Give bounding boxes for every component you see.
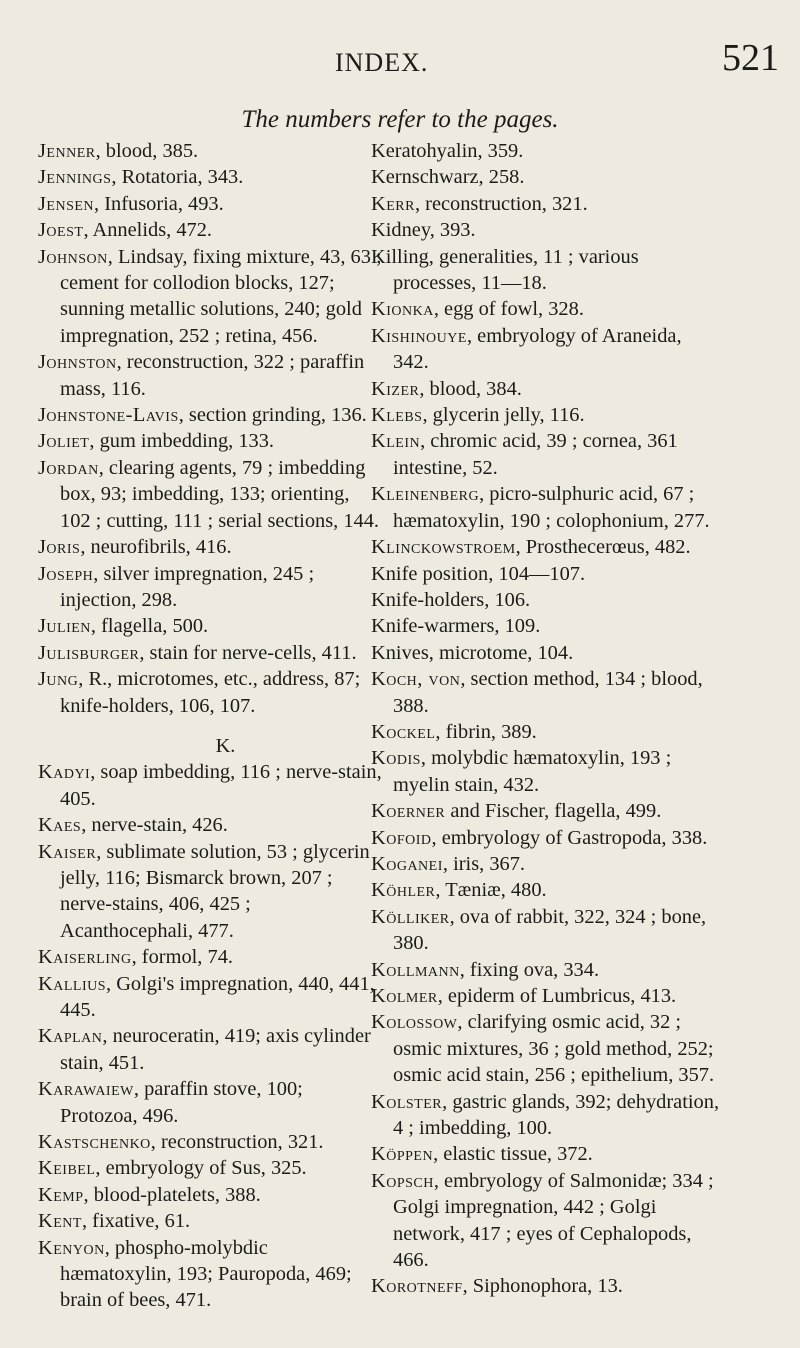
entry-author: Kadyi [38, 761, 91, 784]
index-entry [371, 534, 721, 560]
index-entry [371, 745, 721, 798]
index-entry [371, 1089, 721, 1142]
index-entry [371, 957, 721, 983]
index-entry [38, 666, 383, 719]
entry-author: Kent [38, 1210, 82, 1233]
entry-author: Kollmann [371, 958, 460, 981]
index-entry [371, 1168, 721, 1274]
entry-author: Julisburger [38, 641, 140, 664]
index-entry [38, 613, 383, 639]
entry-text: , Golgi's impregnation, 440, 441, 445. [60, 972, 375, 1021]
entry-text: Killing, generalities, 11 ; various processes, 11—18. [371, 245, 639, 295]
entry-text: , Prosthecerœus, 482. [515, 536, 691, 559]
entry-author: Kaiser [38, 840, 97, 863]
entry-text: , reconstruction, 321. [414, 192, 588, 215]
entry-text: , gum imbedding, 133. [89, 430, 275, 453]
entries-j [38, 138, 383, 719]
index-entry [38, 1076, 383, 1129]
entry-author: Kolmer [371, 985, 438, 1007]
entry-text: , embryology of Araneida, 342. [393, 324, 682, 374]
index-entry [371, 983, 721, 1009]
index-entry [371, 481, 721, 534]
entry-text: , clearing agents, 79 ; imbedding box, 93; imbedding, 133; orienting, 102 ; cutting, 111 ; serial sections, 144. [60, 456, 380, 532]
index-entry [371, 851, 721, 877]
entry-text: , section grinding, 136. [178, 404, 367, 427]
entry-author: Kodis [371, 747, 421, 770]
entry-text: Kidney, 393. [371, 219, 476, 242]
entry-author: Jung [38, 668, 79, 691]
entry-author: Kaes [38, 814, 82, 837]
index-entry [371, 666, 721, 719]
entry-author: Joest [38, 219, 84, 242]
entry-author: Kenyon [38, 1236, 105, 1259]
entry-author: Kerr [371, 192, 415, 215]
index-entry [38, 1155, 383, 1181]
entry-author: Kockel [371, 720, 436, 743]
index-entry [38, 1023, 383, 1076]
entry-author: Kofoid [371, 826, 432, 849]
entry-text: , Infusoria, 493. [94, 192, 224, 215]
entry-author: Klebs [371, 404, 423, 427]
entry-author: Koganei [371, 852, 443, 875]
index-entry [38, 1208, 383, 1234]
index-entry [38, 191, 383, 217]
entry-text: , reconstruction, 322 ; paraffin mass, 116. [60, 351, 365, 400]
entry-author: Kaplan [38, 1025, 103, 1048]
index-entry [371, 428, 721, 481]
entries-right [371, 138, 721, 1300]
entry-text: and Fischer, flagella, 499. [445, 800, 662, 823]
index-entry [371, 296, 721, 322]
index-entry [371, 561, 721, 587]
index-entry [38, 1182, 383, 1208]
index-entry [38, 1129, 383, 1155]
index-entry [38, 402, 383, 428]
entry-author: Köhler [371, 879, 436, 902]
entry-author: Kaiserling [38, 946, 132, 969]
index-entry [371, 217, 721, 243]
index-entry [38, 944, 383, 970]
index-entry [38, 534, 383, 560]
entry-text: , embryology of Sus, 325. [95, 1157, 307, 1180]
index-entry [371, 719, 721, 745]
index-entry [371, 1009, 721, 1088]
entry-text: , paraffin stove, 100; Protozoa, 496. [60, 1078, 303, 1127]
entry-author: Kleinenberg [371, 483, 480, 506]
entry-text: , elastic tissue, 372. [433, 1143, 593, 1166]
right-column [371, 138, 721, 1300]
entry-author: Kolster [371, 1090, 443, 1113]
index-entry [371, 904, 721, 957]
entry-text: , blood, 385. [95, 140, 199, 162]
entry-text: , soap imbedding, 116 ; nerve-stain, 405. [60, 761, 382, 810]
entry-text: , phospho-molybdic hæmatoxylin, 193; Pauropoda, 469; brain of bees, 471. [60, 1236, 352, 1312]
entry-author: Kizer [371, 377, 420, 400]
page-number: 521 [722, 37, 779, 79]
index-entry [38, 138, 383, 164]
entry-text: , formol, 74. [131, 946, 233, 969]
entry-author: Kastschenko [38, 1131, 151, 1154]
entry-author: Jennings [38, 166, 112, 189]
index-entry [371, 1273, 721, 1299]
index-entry [371, 323, 721, 376]
entry-author: Joris [38, 536, 81, 559]
index-entry [371, 164, 721, 190]
entry-text: , chromic acid, 39 ; cornea, 361 intestine, 52. [393, 430, 678, 479]
entry-text: , flagella, 500. [90, 615, 209, 638]
index-entry [38, 455, 383, 534]
entry-text: , picro-sulphuric acid, 67 ; hæmatoxylin, 190 ; colophonium, 277. [393, 483, 710, 532]
index-entry [38, 971, 383, 1024]
index-entry [371, 1141, 721, 1167]
entry-author: Kishinouye [371, 324, 467, 347]
entry-text: Keratohyalin, 359. [371, 140, 524, 162]
entry-text: , clarifying osmic acid, 32 ; osmic mixtures, 36 ; gold method, 252; osmic acid stain, 256 ; epithelium, 357. [393, 1011, 715, 1087]
index-entry [371, 138, 721, 164]
index-entry [38, 428, 383, 454]
entry-text: , blood, 384. [419, 377, 522, 400]
entry-text: , reconstruction, 321. [150, 1131, 324, 1154]
entry-text: Knife-holders, 106. [371, 588, 531, 611]
entry-text: , R., microtomes, etc., address, 87; knife-holders, 106, 107. [60, 668, 361, 717]
entry-text: , stain for nerve-cells, 411. [139, 641, 357, 664]
entry-text: , sublimate solution, 53 ; glycerin jelly, 116; Bismarck brown, 207 ; nerve-stains, 406, 425 ; Acanthocephali, 477. [60, 840, 370, 942]
entry-text: , fibrin, 389. [435, 720, 537, 743]
index-entry [371, 191, 721, 217]
index-entry [371, 244, 721, 297]
entry-text: , neurofibrils, 416. [80, 536, 232, 559]
entry-author: Keibel [38, 1157, 96, 1180]
entry-author: Kemp [38, 1183, 84, 1206]
entry-author: Kolossow [371, 1011, 458, 1034]
entry-author: Johnston [38, 351, 117, 374]
index-entry [371, 825, 721, 851]
entry-author: Köppen [371, 1143, 434, 1166]
index-entry [371, 877, 721, 903]
entry-text: , Rotatoria, 343. [111, 166, 244, 189]
entry-text: , Siphonophora, 13. [462, 1275, 623, 1298]
index-entry [38, 812, 383, 838]
index-entry [38, 640, 383, 666]
entry-author: Korotneff [371, 1275, 463, 1298]
entry-text: , blood-platelets, 388. [83, 1183, 261, 1206]
entry-author: Jordan [38, 456, 99, 479]
entry-text: , iris, 367. [442, 852, 526, 875]
index-entry [38, 244, 383, 350]
index-entry [371, 613, 721, 639]
index-entry [371, 402, 721, 428]
entry-text: , fixative, 61. [81, 1210, 191, 1233]
entry-author: Johnstone-Lavis [38, 404, 179, 427]
running-head [0, 36, 800, 96]
entry-text: , section method, 134 ; blood, 388. [393, 668, 703, 717]
entry-text: , silver impregnation, 245 ; injection, 298. [60, 562, 315, 611]
section-letter-k: K. [215, 734, 236, 757]
entry-author: Kallius [38, 972, 106, 995]
index-entry [38, 561, 383, 614]
entry-text: , neuroceratin, 419; axis cylinder stain, 451. [60, 1025, 371, 1074]
entry-text: , nerve-stain, 426. [81, 814, 228, 837]
entry-author: Jenner [38, 140, 96, 162]
entry-author: Julien [38, 615, 91, 638]
entry-text: Knives, microtome, 104. [371, 641, 574, 664]
running-title: INDEX. [335, 48, 429, 77]
entry-text: , embryology of Salmonidæ; 334 ; Golgi impregnation, 442 ; Golgi network, 417 ; eyes of Cephalopods, 466. [393, 1169, 714, 1272]
index-subtitle: The numbers refer to the pages. [241, 106, 559, 133]
entry-text: , fixing ova, 334. [459, 958, 600, 981]
index-entry [371, 798, 721, 824]
entry-author: Karawaiew [38, 1078, 134, 1101]
entry-text: , egg of fowl, 328. [433, 298, 584, 321]
entry-text: , epiderm of Lumbricus, 413. [437, 985, 677, 1007]
index-entry [371, 640, 721, 666]
index-entry [38, 349, 383, 402]
entry-text: , Annelids, 472. [83, 219, 213, 242]
entry-text: , molybdic hæmatoxylin, 193 ; myelin stain, 432. [393, 747, 672, 796]
entry-text: , gastric glands, 392; dehydration, 4 ; imbedding, 100. [393, 1090, 720, 1140]
entry-author: Kopsch [371, 1169, 434, 1192]
entry-author: Kölliker [371, 905, 450, 928]
entry-author: Joliet [38, 430, 90, 453]
index-entry [38, 759, 383, 812]
index-entry [38, 164, 383, 190]
entry-author: Klein [371, 430, 421, 453]
entry-author: Johnson [38, 245, 108, 268]
entry-author: Joseph [38, 562, 94, 585]
entry-text: , embryology of Gastropoda, 338. [431, 826, 708, 849]
entry-text: , glycerin jelly, 116. [422, 404, 585, 427]
index-entry [38, 1235, 383, 1314]
entry-author: Jensen [38, 192, 95, 215]
entry-author: Koerner [371, 800, 446, 823]
entry-author: Koch, von [371, 668, 461, 691]
index-entry [371, 376, 721, 402]
entry-text: Kernschwarz, 258. [371, 166, 525, 189]
entry-author: Klinckowstroem [371, 536, 516, 559]
entry-author: Kionka [371, 298, 434, 321]
entry-text: Knife position, 104—107. [371, 562, 586, 585]
entries-k [38, 759, 383, 1314]
left-column [38, 138, 383, 1314]
entry-text: , Lindsay, fixing mixture, 43, 63 ; cement for collodion blocks, 127; sunning metallic solutions, 240; gold impregnation, 252 ; retina, 456. [60, 245, 382, 347]
index-entry [38, 217, 383, 243]
index-entry [38, 839, 383, 945]
entry-text: Knife-warmers, 109. [371, 615, 541, 638]
index-entry [371, 587, 721, 613]
entry-text: , Tæniæ, 480. [435, 879, 547, 902]
entry-text: , ova of rabbit, 322, 324 ; bone, 380. [393, 905, 707, 955]
